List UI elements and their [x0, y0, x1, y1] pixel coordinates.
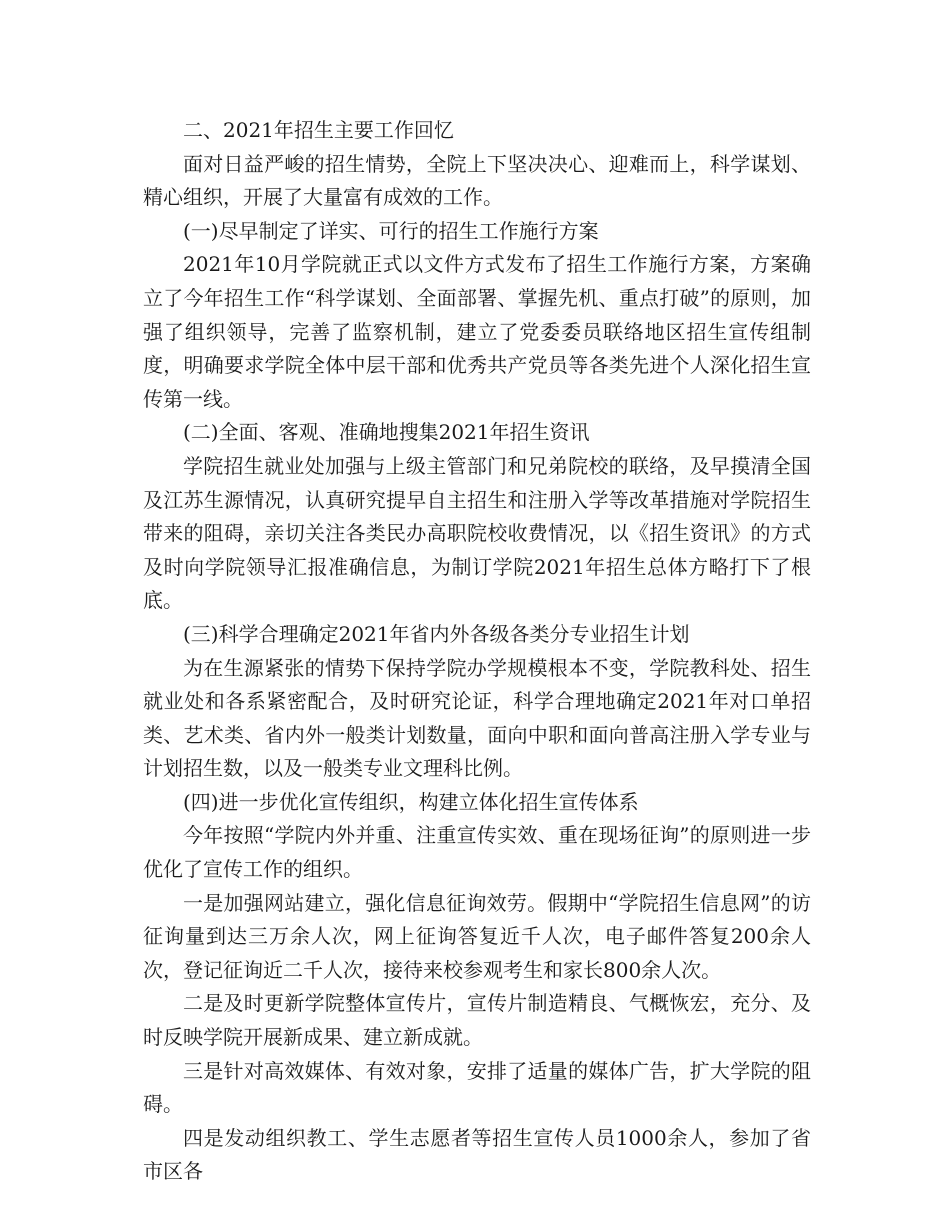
document-page — [143, 114, 811, 1189]
section-heading: 二、2021年招生主要工作回忆 — [183, 118, 454, 142]
subsection-heading: (一)尽早制定了详实、可行的招生工作施行方案 — [183, 218, 599, 243]
body-paragraph: 为在生源紧张的情势下保持学院办学规模根本不变，学院教科处、招生就业处和各系紧密配合，及时研究论证，科学合理地确定2021年对口单招类、艺术类、省内外一般类计划数量，面向中职和面向普高注册入学专业与计划招生数，以及一般类专业文理科比例。 — [143, 655, 811, 781]
body-paragraph: 学院招生就业处加强与上级主管部门和兄弟院校的联络，及早摸清全国及江苏生源情况，认真研究提早自主招生和注册入学等改革措施对学院招生带来的阻碍，亲切关注各类民办高职院校收费情况，以《招生资讯》的方式及时向学院领导汇报准确信息，为制订学院2021年招生总体方略打下了根底。 — [143, 453, 811, 613]
subsection-heading: (二)全面、客观、准确地搜集2021年招生资讯 — [183, 420, 590, 445]
body-paragraph: 四是发动组织教工、学生志愿者等招生宣传人员1000余人，参加了省市区各 — [143, 1125, 811, 1184]
body-paragraph: 今年按照“学院内外并重、注重宣传实效、重在现场征询”的原则进一步优化了宣传工作的组织。 — [143, 823, 811, 882]
body-paragraph: 2021年10月学院就正式以文件方式发布了招生工作施行方案，方案确立了今年招生工作“科学谋划、全面部署、掌握先机、重点打破”的原则，加强了组织领导，完善了监察机制，建立了党委委员联络地区招生宣传组制度，明确要求学院全体中层干部和优秀共产党员等各类先进个人深化招生宣传第一线。 — [143, 252, 811, 411]
body-paragraph: 一是加强网站建立，强化信息征询效劳。假期中“学院招生信息网”的访征询量到达三万余人次，网上征询答复近千人次，电子邮件答复200余人次，登记征询近二千人次，接待来校参观考生和家长800余人次。 — [143, 890, 811, 982]
subsection-heading: (四)进一步优化宣传组织，构建立体化招生宣传体系 — [183, 789, 639, 814]
body-paragraph: 面对日益严峻的招生情势，全院上下坚决决心、迎难而上，科学谋划、精心组织，开展了大量富有成效的工作。 — [143, 151, 811, 210]
body-paragraph: 三是针对高效媒体、有效对象，安排了适量的媒体广告，扩大学院的阻碍。 — [143, 1058, 811, 1117]
subsection-heading: (三)科学合理确定2021年省内外各级各类分专业招生计划 — [183, 621, 690, 646]
body-paragraph: 二是及时更新学院整体宣传片，宣传片制造精良、气概恢宏，充分、及时反映学院开展新成果、建立新成就。 — [143, 991, 811, 1050]
